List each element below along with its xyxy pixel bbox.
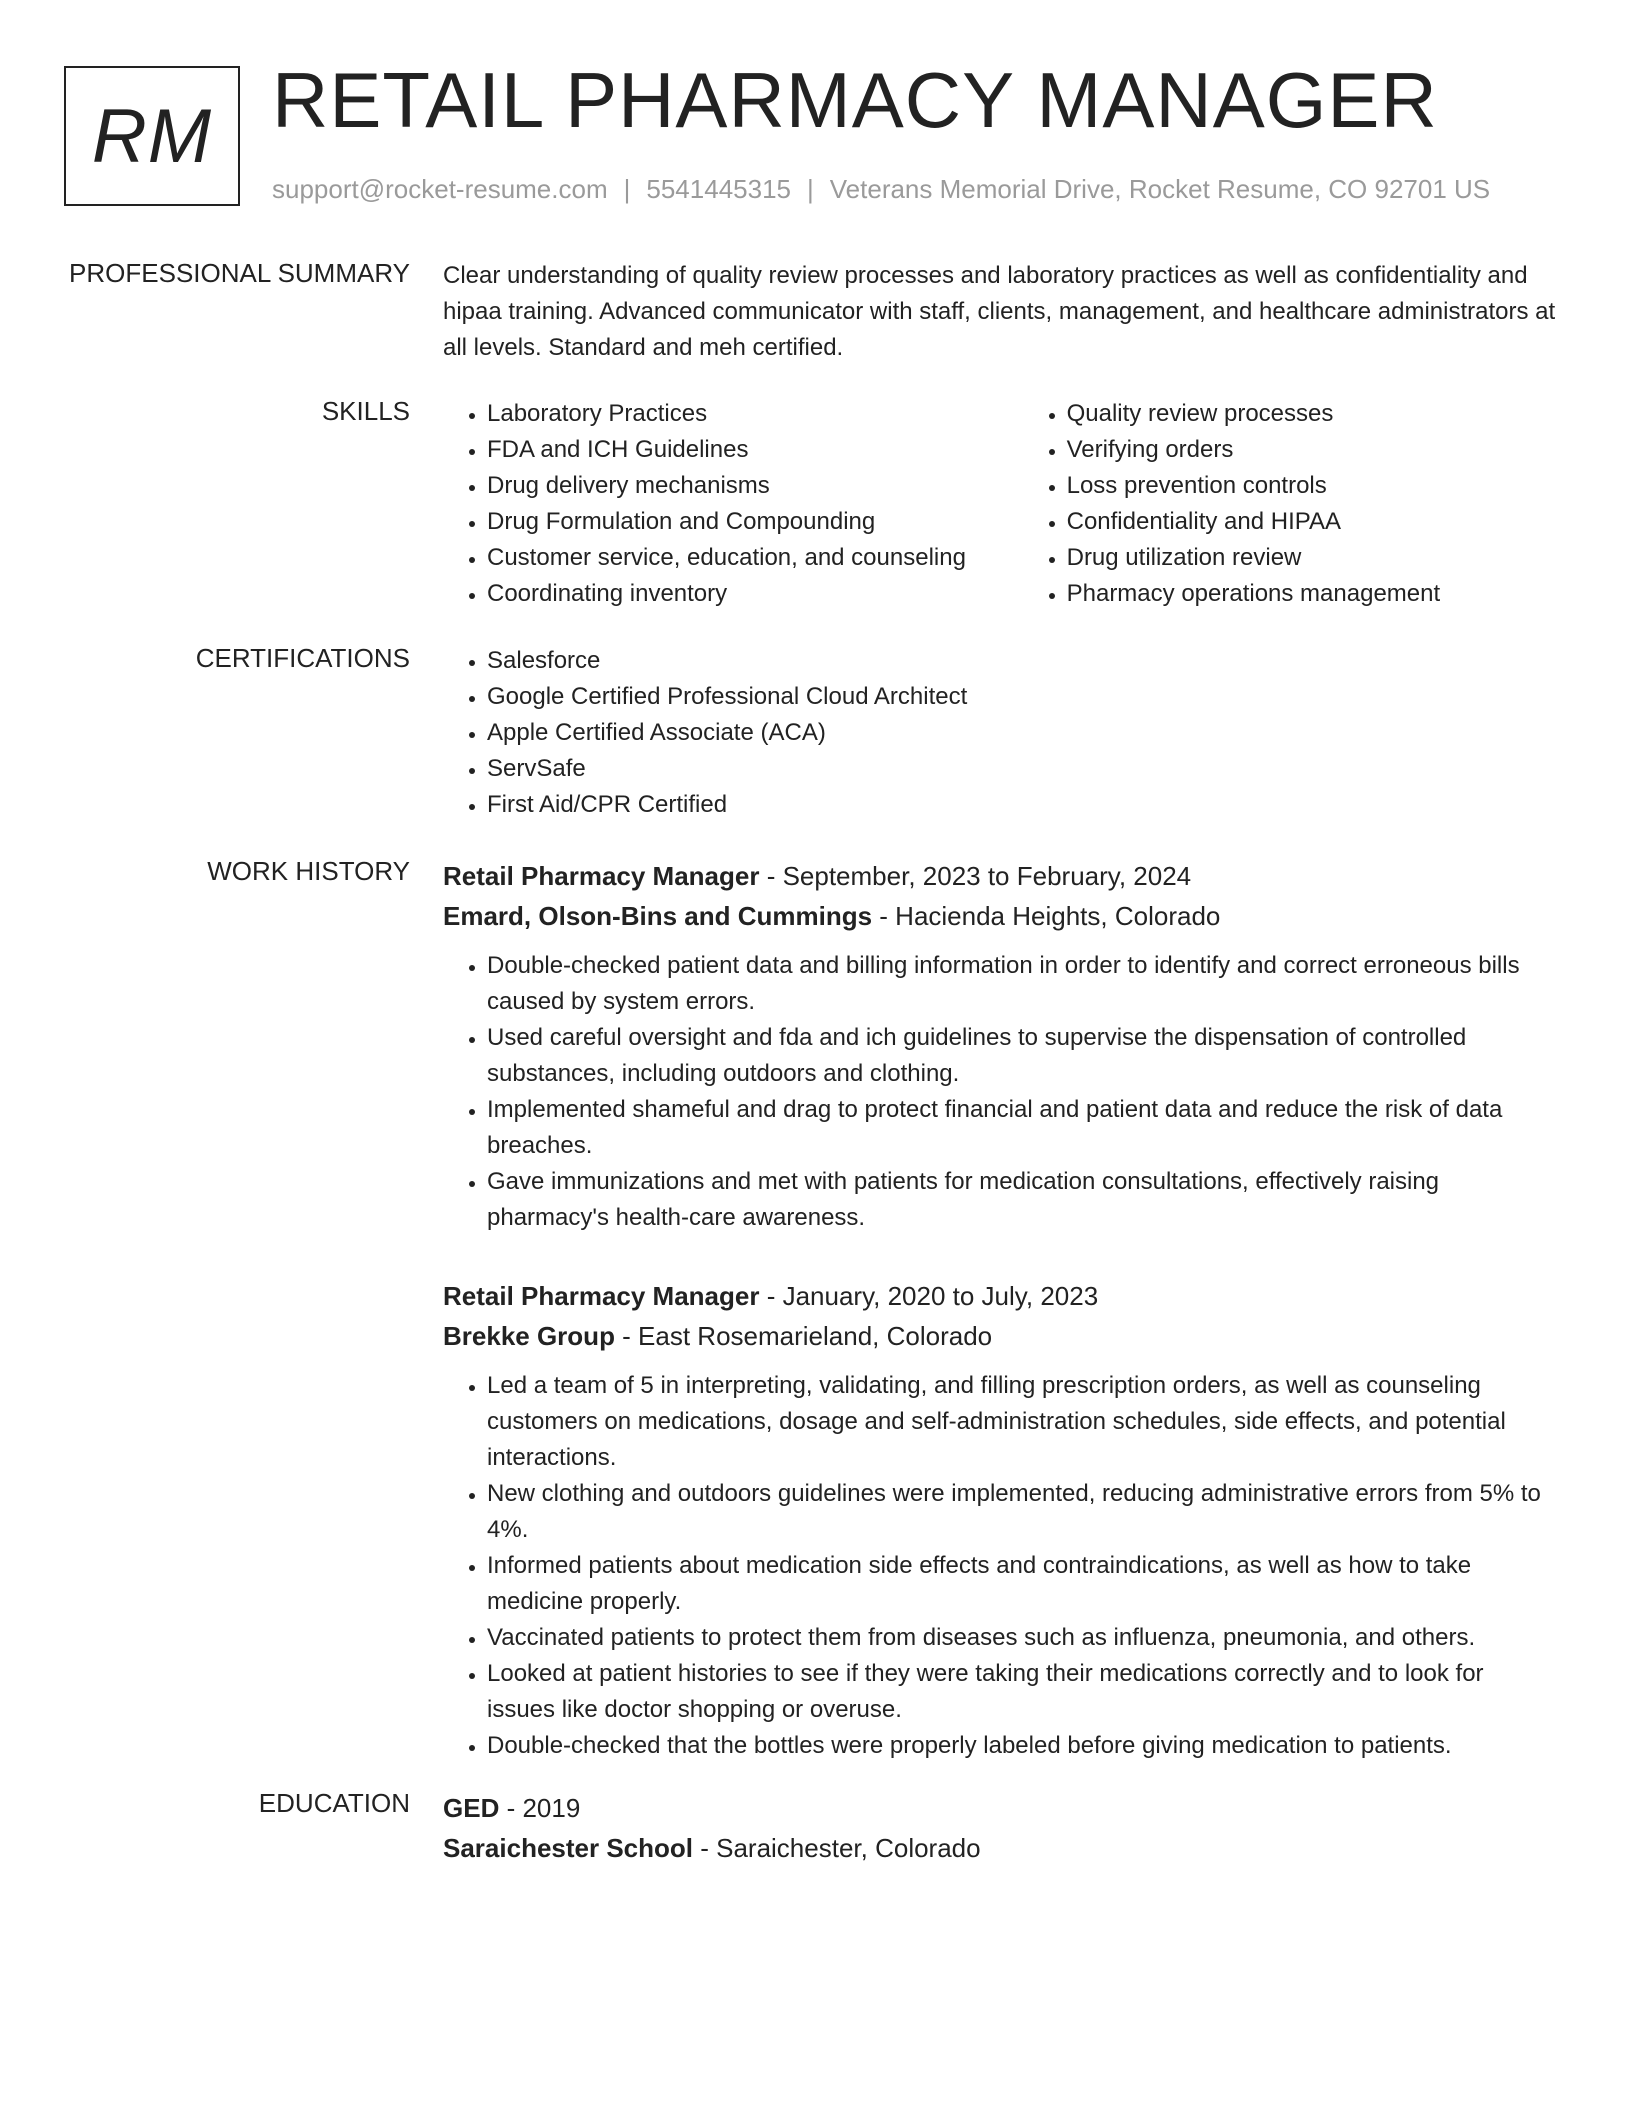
skill-item: • Drug delivery mechanisms <box>487 468 1023 504</box>
certification-item: • Apple Certified Associate (ACA) <box>487 715 1558 751</box>
job-dates: - September, 2023 to February, 2024 <box>759 861 1192 891</box>
job-location: - Hacienda Heights, Colorado <box>872 901 1221 931</box>
job-dates: - January, 2020 to July, 2023 <box>759 1281 1099 1311</box>
resume-title: RETAIL PHARMACY MANAGER <box>272 56 1438 144</box>
job-bullet: • Vaccinated patients to protect them from diseases such as influenza, pneumonia, and others. <box>487 1620 1558 1656</box>
job-bullet: • Led a team of 5 in interpreting, validating, and filling prescription orders, as well as counseling customers on medications, dosage and self-administration schedules, side effects, and potential interactions. <box>487 1368 1558 1476</box>
section-label-work: WORK HISTORY <box>207 856 410 886</box>
certification-item: • Google Certified Professional Cloud Architect <box>487 679 1558 715</box>
job-title: Retail Pharmacy Manager <box>443 1281 760 1311</box>
certifications-list <box>443 643 1558 823</box>
contact-separator: | <box>807 174 814 204</box>
job-bullet: • Implemented shameful and drag to protect financial and patient data and reduce the risk of data breaches. <box>487 1092 1558 1164</box>
job-company-line <box>443 896 1558 936</box>
education-location: - Saraichester, Colorado <box>693 1833 981 1863</box>
job-bullets <box>443 1368 1558 1764</box>
skill-item: • FDA and ICH Guidelines <box>487 432 1023 468</box>
job-entry <box>443 856 1558 1236</box>
job-title-line <box>443 856 1558 896</box>
job-bullet: • Looked at patient histories to see if they were taking their medications correctly and to look for issues like doctor shopping or overuse. <box>487 1656 1558 1728</box>
skill-item: • Loss prevention controls <box>1067 468 1558 504</box>
contact-separator: | <box>623 174 631 204</box>
job-title-line <box>443 1276 1558 1316</box>
skill-item: • Quality review processes <box>1067 396 1558 432</box>
job-entry <box>443 1276 1558 1764</box>
contact-phone: 5541445315 <box>646 174 791 204</box>
skills-list-left <box>443 396 1023 612</box>
certifications-content <box>443 643 1558 823</box>
skill-item: • Verifying orders <box>1067 432 1558 468</box>
summary-text: Clear understanding of quality review processes and laboratory practices as well as confidentiality and hipaa training. Advanced communicator with staff, clients, management, and healthcare administrators at all levels. Standard and meh certified. <box>443 262 1556 361</box>
job-title: Retail Pharmacy Manager <box>443 861 760 891</box>
job-bullet: • Gave immunizations and met with patients for medication consultations, effectively raising pharmacy's health-care awareness. <box>487 1164 1558 1236</box>
job-company: Emard, Olson-Bins and Cummings <box>443 901 873 931</box>
job-bullets <box>443 948 1558 1236</box>
skill-item: • Drug utilization review <box>1067 540 1558 576</box>
job-bullet: • New clothing and outdoors guidelines were implemented, reducing administrative errors from 5% to 4%. <box>487 1476 1558 1548</box>
contact-line <box>272 174 1490 205</box>
job-bullet: • Used careful oversight and fda and ich guidelines to supervise the dispensation of controlled substances, including outdoors and clothing. <box>487 1020 1558 1092</box>
skill-item: • Laboratory Practices <box>487 396 1023 432</box>
job-company: Brekke Group <box>443 1321 615 1351</box>
skill-item: • Pharmacy operations management <box>1067 576 1558 612</box>
section-label-certifications: CERTIFICATIONS <box>195 643 410 673</box>
section-label-summary: PROFESSIONAL SUMMARY <box>69 258 410 288</box>
education-degree: GED <box>443 1793 500 1823</box>
education-school: Saraichester School <box>443 1833 693 1863</box>
education-content <box>443 1788 1558 1868</box>
work-history-content <box>443 856 1558 1804</box>
job-bullet: • Double-checked that the bottles were properly labeled before giving medication to patients. <box>487 1728 1558 1764</box>
certification-item: • Salesforce <box>487 643 1558 679</box>
skill-item: • Coordinating inventory <box>487 576 1023 612</box>
job-bullet: • Double-checked patient data and billing information in order to identify and correct erroneous bills caused by system errors. <box>487 948 1558 1020</box>
skill-item: • Drug Formulation and Compounding <box>487 504 1023 540</box>
skill-item: • Confidentiality and HIPAA <box>1067 504 1558 540</box>
skills-grid <box>443 396 1558 612</box>
skill-item: • Customer service, education, and counseling <box>487 540 1023 576</box>
job-location: - East Rosemarieland, Colorado <box>614 1321 993 1351</box>
job-bullet: • Informed patients about medication side effects and contraindications, as well as how to take medicine properly. <box>487 1548 1558 1620</box>
education-school-line <box>443 1828 1558 1868</box>
certification-item: • First Aid/CPR Certified <box>487 787 1558 823</box>
monogram-box <box>64 66 240 206</box>
monogram-initials: RM <box>91 93 213 179</box>
skills-list-right <box>1023 396 1558 612</box>
contact-email: support@rocket-resume.com <box>272 174 608 204</box>
contact-address: Veterans Memorial Drive, Rocket Resume, CO 92701 US <box>829 174 1491 204</box>
section-label-education: EDUCATION <box>258 1788 410 1818</box>
section-label-skills: SKILLS <box>321 396 410 426</box>
education-degree-line <box>443 1788 1558 1828</box>
education-year: - 2019 <box>499 1793 581 1823</box>
job-company-line <box>443 1316 1558 1356</box>
certification-item: • ServSafe <box>487 751 1558 787</box>
